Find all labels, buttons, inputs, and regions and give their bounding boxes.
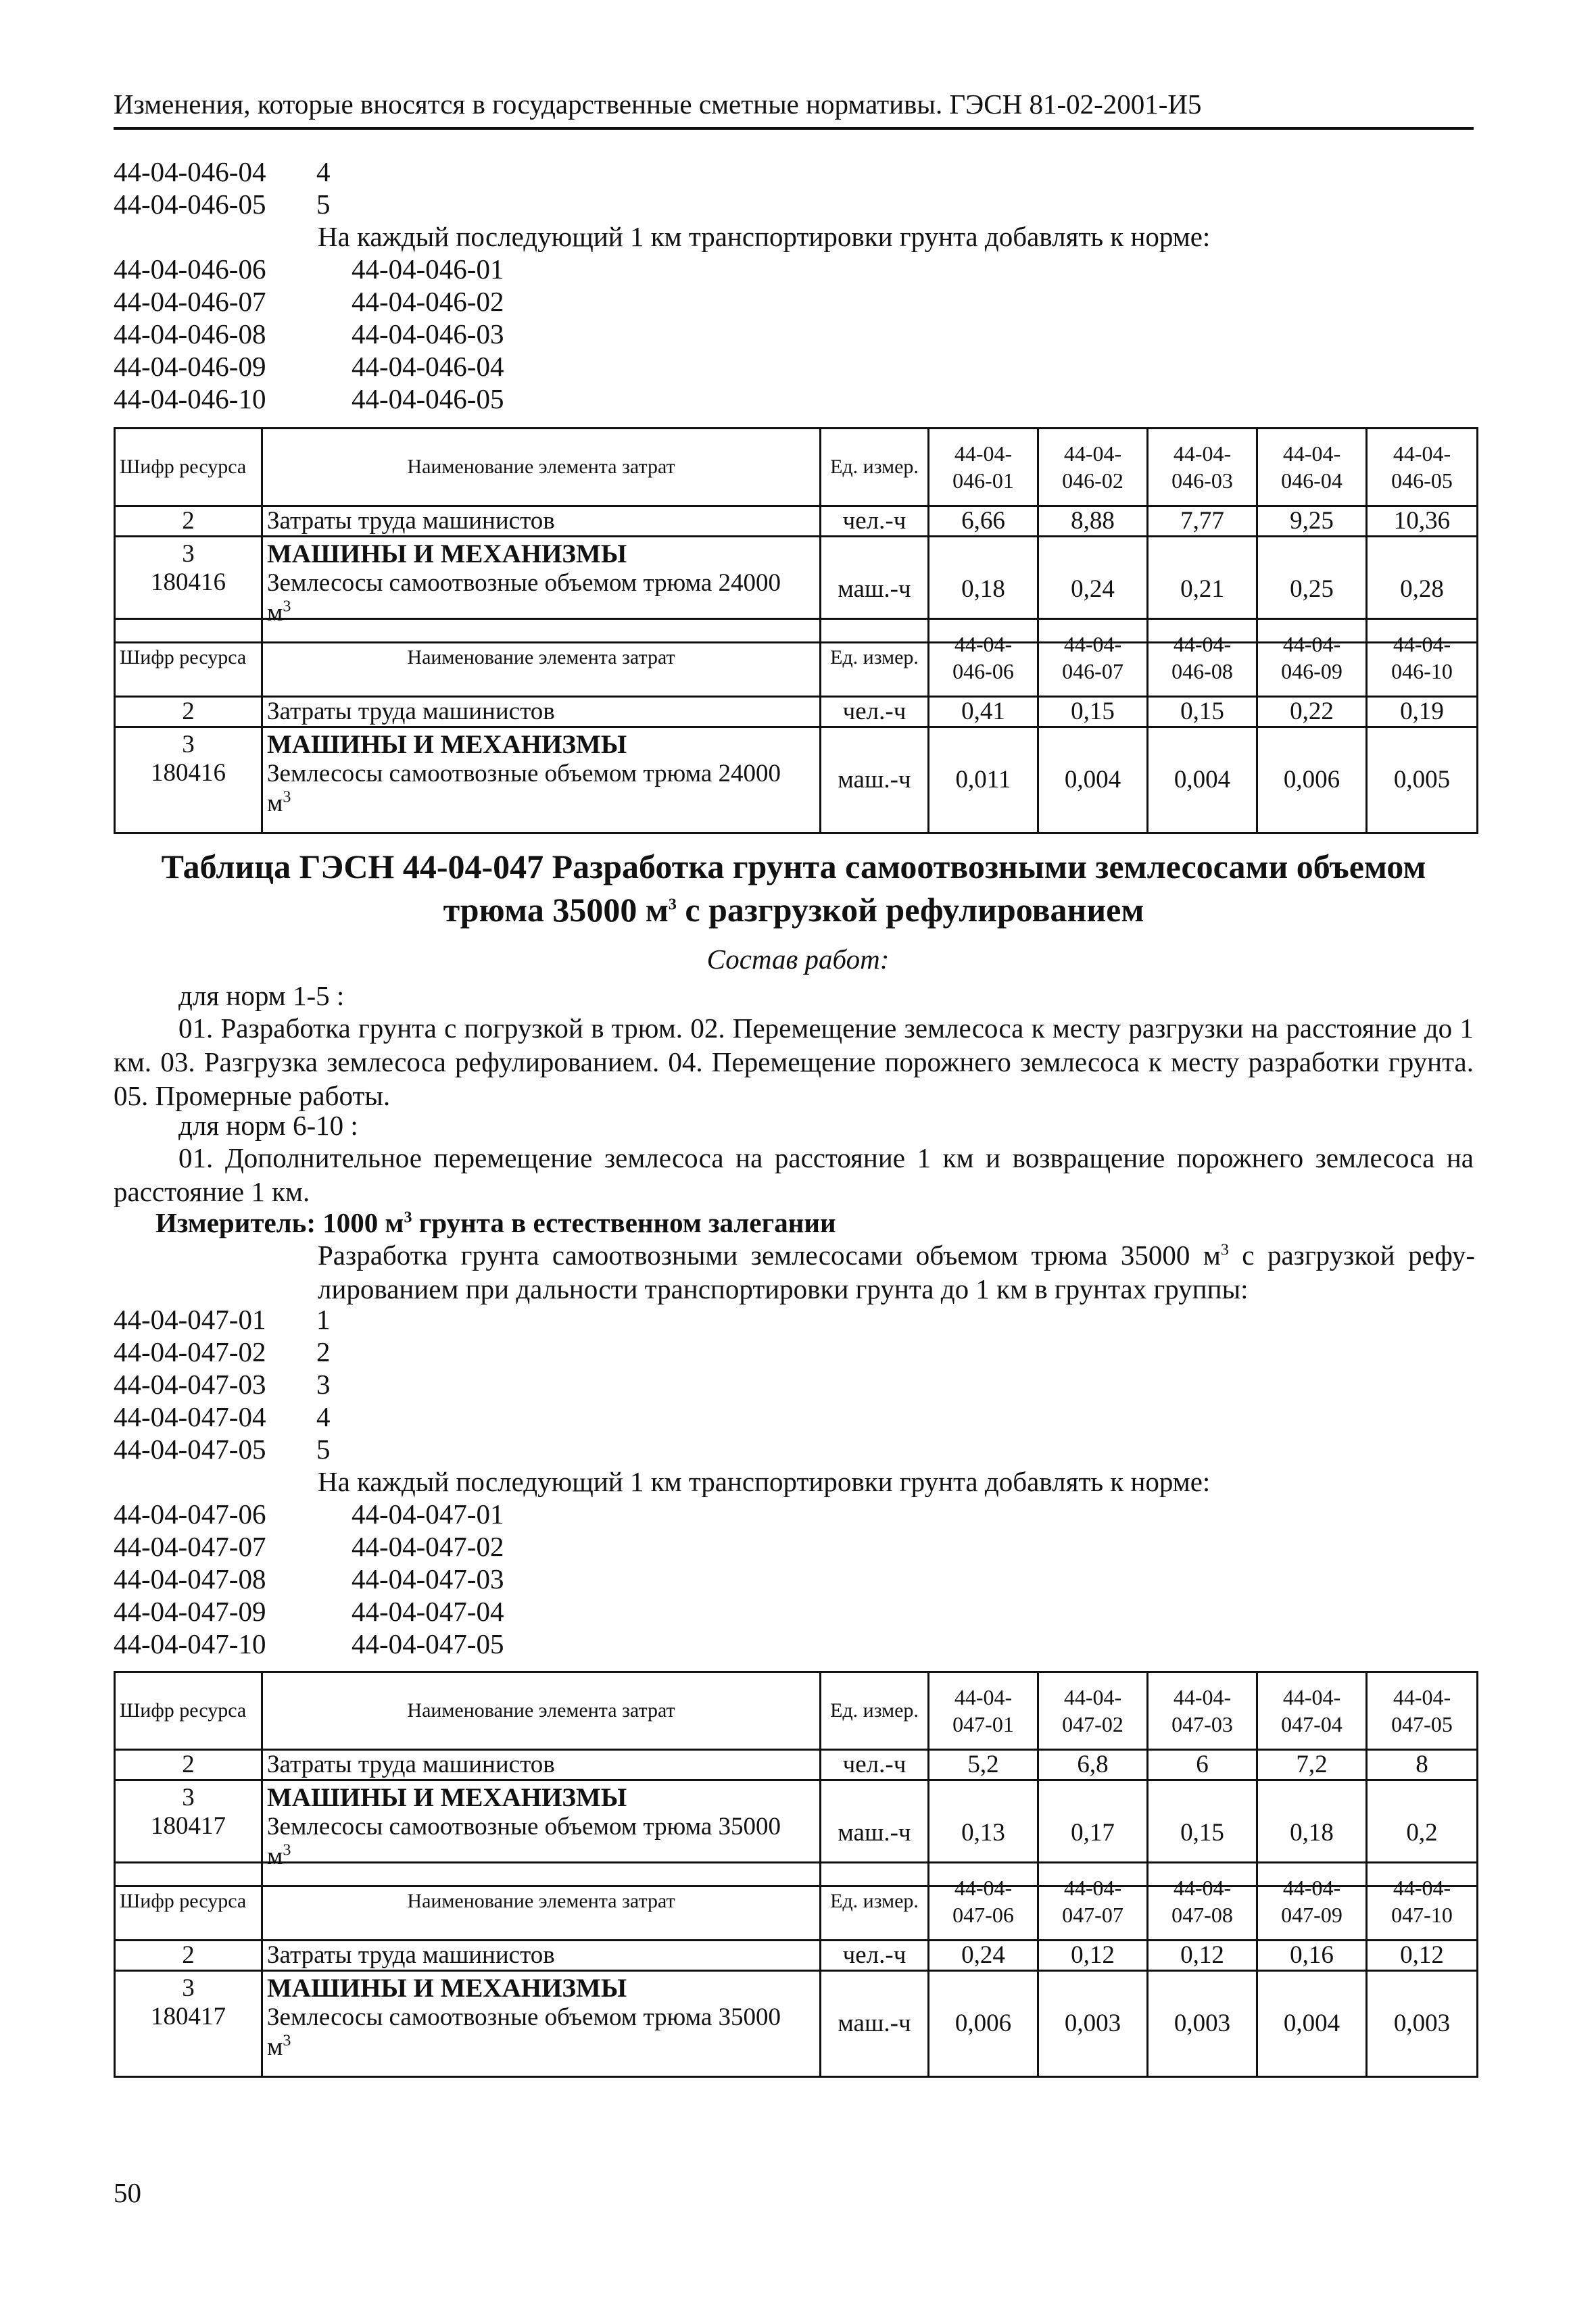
norm-code: 44-04-047-01 [114,1304,266,1335]
norm-value: 0,011 [929,727,1038,833]
table-header-row [115,1672,1478,1750]
column-header-unit: Ед. измер. [821,619,929,697]
norm-value: 0,15 [1038,697,1148,727]
column-header-name: Наименование элемента затрат [262,429,821,506]
list-item [114,1368,331,1400]
norm-value: 7,77 [1148,506,1257,537]
norm-code-top: 44-04- [1282,1685,1341,1709]
norm-code: 44-04-046-10 [114,383,266,414]
norm-code: 44-04-046-08 [114,318,266,349]
norm-value: 0,004 [1257,1971,1367,2077]
norm-list-047-part1 [114,1303,331,1465]
column-header-unit: Ед. измер. [821,1672,929,1750]
norm-code-bottom: 047-04 [1281,1712,1343,1736]
norm-code-top: 44-04- [1393,1685,1451,1709]
norm-value: 0,003 [1148,1971,1257,2077]
norm-value: 44-04-047-01 [352,1498,504,1530]
norm-value: 5,2 [929,1750,1038,1780]
column-header-norm [1367,1863,1478,1941]
norm-value: 9,25 [1257,506,1367,537]
column-header-norm [1038,429,1148,506]
norm-value: 0,18 [1257,1780,1367,1886]
norm-value: 6 [1148,1750,1257,1780]
column-header-name: Наименование элемента затрат [262,619,821,697]
add-per-km-note: На каждый последующий 1 км транспортировки грунта добавлять к норме: [318,221,1211,252]
machine-code: 180417 [151,1812,226,1840]
column-header-norm [929,1672,1038,1750]
resource-name: Затраты труда машинистов [262,697,821,727]
norm-code-top: 44-04- [1393,441,1451,466]
section-code: 3 [182,1974,195,2002]
table-row-labor [115,1941,1478,1971]
column-header-norm [1367,429,1478,506]
norm-value: 0,24 [929,1941,1038,1971]
norm-code-bottom: 047-05 [1391,1712,1453,1736]
table-row-labor [115,1750,1478,1780]
norm-value: 3 [316,1369,331,1400]
norm-value: 0,003 [1038,1971,1148,2077]
table-header-row [115,1863,1478,1941]
norm-value: 0,15 [1148,697,1257,727]
resource-unit: маш.-ч [821,1780,929,1886]
section-code: 3 [182,731,195,758]
column-header-norm [1038,1863,1148,1941]
resource-unit: маш.-ч [821,727,929,833]
norm-value: 0,17 [1038,1780,1148,1886]
norm-code-top: 44-04- [1173,1876,1232,1900]
norm-code-bottom: 047-10 [1391,1903,1453,1927]
resource-name: Затраты труда машинистов [262,506,821,537]
norm-code-bottom: 046-08 [1171,659,1233,683]
norm-code-top: 44-04- [1063,441,1122,466]
column-header-norm [1257,1863,1367,1941]
resource-table-046-06-10 [114,618,1478,834]
section-title: МАШИНЫ И МЕХАНИЗМЫ [267,1783,627,1812]
norm-value: 0,28 [1367,537,1478,643]
table-row-machine [115,727,1478,833]
list-item [114,155,331,188]
norm-value: 44-04-047-05 [352,1628,504,1659]
norm-code-bottom: 046-10 [1391,659,1453,683]
norm-code-top: 44-04- [1282,441,1341,466]
column-header-norm [1367,619,1478,697]
norm-value: 0,18 [929,537,1038,643]
machine-code: 180417 [151,2003,226,2030]
resource-name-cell [262,1971,821,2077]
section-code: 3 [182,540,195,568]
norm-code-bottom: 046-07 [1062,659,1123,683]
list-item [114,350,504,383]
norm-code-top: 44-04- [1173,1685,1232,1709]
norm-code: 44-04-046-05 [114,189,266,220]
norm-value: 7,2 [1257,1750,1367,1780]
norm-value: 6,8 [1038,1750,1148,1780]
norm-value: 6,66 [929,506,1038,537]
meter-value: 1000 $м^3$ грунта в естественном залегании [322,1207,836,1238]
resource-unit: маш.-ч [821,1971,929,2077]
norms-1-5-label: для норм 1-5 : [178,980,345,1011]
norm-value: 1 [316,1304,331,1335]
norm-value: 0,005 [1367,727,1478,833]
norm-code: 44-04-047-08 [114,1563,266,1594]
resource-unit: чел.-ч [821,1941,929,1971]
page-number: 50 [114,2177,141,2208]
norm-value: 0,13 [929,1780,1038,1886]
list-item [114,1498,504,1530]
list-item [114,188,331,220]
norm-code: 44-04-046-07 [114,286,266,317]
norm-code: 44-04-047-04 [114,1401,266,1432]
norm-value: 0,21 [1148,537,1257,643]
norm-value: 0,12 [1367,1941,1478,1971]
norm-value: 0,24 [1038,537,1148,643]
norm-code-bottom: 047-08 [1171,1903,1233,1927]
norm-value: 4 [316,156,331,187]
norm-code: 44-04-047-02 [114,1336,266,1367]
machine-name: Землесосы самоотвозные объемом трюма 35000 $м^3$ [267,2003,781,2061]
resource-code-cell [115,727,262,833]
norm-value: 44-04-047-04 [352,1596,504,1627]
norm-value: 0,15 [1148,1780,1257,1886]
norm-value: 4 [316,1401,331,1432]
list-item [114,1628,504,1660]
norm-value: 0,12 [1038,1941,1148,1971]
column-header-norm [1038,619,1148,697]
norm-code-top: 44-04- [1282,1876,1341,1900]
norm-code: 44-04-046-09 [114,351,266,382]
list-item [114,1336,331,1368]
norm-code: 44-04-046-06 [114,253,266,285]
column-header-unit: Ед. измер. [821,429,929,506]
column-header-code: Шифр ресурса [115,429,262,506]
column-header-norm [1148,429,1257,506]
add-per-km-note: На каждый последующий 1 км транспортировки грунта добавлять к норме: [318,1466,1211,1497]
list-item [114,1303,331,1336]
resource-code: 2 [115,506,262,537]
resource-unit: чел.-ч [821,1750,929,1780]
machine-code: 180416 [151,568,226,596]
norm-code-top: 44-04- [954,1876,1013,1900]
norm-list-047-part2 [114,1498,504,1660]
norm-value: 0,006 [1257,727,1367,833]
norm-value: 5 [316,189,331,220]
norm-code: 44-04-047-09 [114,1596,266,1627]
norm-value: 0,004 [1148,727,1257,833]
norm-code-top: 44-04- [1282,632,1341,656]
norms-6-10-label: для норм 6-10 : [178,1110,358,1141]
column-header-norm [1257,429,1367,506]
norm-code-bottom: 046-02 [1062,468,1123,493]
norm-code-top: 44-04- [1063,1685,1122,1709]
norm-code-bottom: 047-07 [1062,1903,1123,1927]
column-header-norm [1257,619,1367,697]
norm-value: 0,22 [1257,697,1367,727]
column-header-name: Наименование элемента затрат [262,1863,821,1941]
norm-value: 8 [1367,1750,1478,1780]
norm-code-top: 44-04- [954,1685,1013,1709]
norm-value: 0,12 [1148,1941,1257,1971]
column-header-norm [1257,1672,1367,1750]
column-header-norm [1148,1863,1257,1941]
norm-code: 44-04-047-03 [114,1369,266,1400]
norm-value: 44-04-046-03 [352,318,504,349]
resource-code-cell [115,1971,262,2077]
norm-code-bottom: 047-09 [1281,1903,1343,1927]
resource-name: Затраты труда машинистов [262,1941,821,1971]
meter-label: Измеритель: [155,1207,316,1238]
resource-code: 2 [115,1750,262,1780]
norm-value: 0,006 [929,1971,1038,2077]
list-item [114,1400,331,1433]
column-header-norm [1038,1672,1148,1750]
norm-value: 44-04-047-03 [352,1563,504,1594]
norm-list-046-part1 [114,155,331,220]
norm-value: 8,88 [1038,506,1148,537]
column-header-name: Наименование элемента затрат [262,1672,821,1750]
norm-description: Разработка грунта самоотвозными землесосами объемом трюма 35000 $м^3$ с разгрузкой рефу-лированием при дальности транспортировки грунта до 1 км в грунтах группы: [318,1240,1475,1305]
section-title: МАШИНЫ И МЕХАНИЗМЫ [267,1974,627,2003]
work-composition-heading: Состав работ: [706,944,890,975]
norms-6-10-text: 01. Дополнительное перемещение землесоса на расстояние 1 км и возвращение порожнего землесоса на расстояние 1 км. [114,1142,1474,1207]
machine-code: 180416 [151,759,226,787]
list-item [114,1530,504,1563]
norm-list-046-part2 [114,253,504,415]
machine-name: Землесосы самоотвозные объемом трюма 35000 $м^3$ [267,1813,781,1870]
resource-code: 2 [115,1941,262,1971]
norm-code: 44-04-046-04 [114,156,266,187]
table-row-labor [115,506,1478,537]
norm-value: 44-04-046-02 [352,286,504,317]
column-header-norm [929,1863,1038,1941]
resource-code: 2 [115,697,262,727]
list-item [114,383,504,415]
machine-name: Землесосы самоотвозные объемом трюма 24000 $м^3$ [267,569,781,627]
title-line-1: Таблица ГЭСН 44-04-047 Разработка грунта самоотвозными землесосами объемом [161,848,1426,885]
list-item [114,285,504,318]
norm-code-top: 44-04- [1173,441,1232,466]
norm-value: 2 [316,1336,331,1367]
resource-table-047-01-05 [114,1671,1478,1887]
title-line-2: трюма 35000 $м^3$ с разгрузкой рефулированием [443,891,1144,929]
norm-value: 0,25 [1257,537,1367,643]
list-item [114,1433,331,1465]
section-code: 3 [182,1784,195,1811]
norm-value: 0,003 [1367,1971,1478,2077]
column-header-norm [1148,1672,1257,1750]
norm-code: 44-04-047-10 [114,1628,266,1659]
page-header: Изменения, которые вносятся в государственные сметные нормативы. ГЭСН 81-02-2001-И5 [114,87,1474,130]
column-header-code: Шифр ресурса [115,1863,262,1941]
resource-name-cell [262,727,821,833]
section-title [114,845,1474,931]
column-header-code: Шифр ресурса [115,619,262,697]
norm-code-bottom: 046-04 [1281,468,1343,493]
norm-code: 44-04-047-05 [114,1434,266,1465]
meter-line [155,1206,1474,1240]
resource-name: Затраты труда машинистов [262,1750,821,1780]
norm-value: 0,16 [1257,1941,1367,1971]
norm-code-bottom: 046-06 [952,659,1014,683]
norm-value: 44-04-047-02 [352,1531,504,1562]
table-header-row [115,619,1478,697]
norm-code-bottom: 047-03 [1171,1712,1233,1736]
section-title: МАШИНЫ И МЕХАНИЗМЫ [267,730,627,759]
norm-value: 44-04-046-05 [352,383,504,414]
norm-code-top: 44-04- [1393,1876,1451,1900]
resource-unit: маш.-ч [821,537,929,643]
column-header-unit: Ед. измер. [821,1863,929,1941]
norm-code-top: 44-04- [954,441,1013,466]
norm-value: 44-04-046-01 [352,253,504,285]
norm-code: 44-04-047-07 [114,1531,266,1562]
norm-code-bottom: 046-09 [1281,659,1343,683]
machine-name: Землесосы самоотвозные объемом трюма 24000 $м^3$ [267,760,781,817]
resource-unit: чел.-ч [821,506,929,537]
norm-code-top: 44-04- [1393,632,1451,656]
norm-value: 0,004 [1038,727,1148,833]
norm-value: 0,41 [929,697,1038,727]
column-header-code: Шифр ресурса [115,1672,262,1750]
list-item [114,1563,504,1595]
norm-code-bottom: 046-03 [1171,468,1233,493]
resource-table-046-01-05 [114,427,1478,643]
norms-1-5-text: 01. Разработка грунта с погрузкой в трюм. 02. Перемещение землесоса к месту разгрузки на расстояние до 1 км. 03. Разгрузка землесоса рефулированием. 04. Перемещение порожнего землесоса к месту разработки грунта. 05. Промерные работы. [114,1013,1474,1111]
norm-code-top: 44-04- [1173,632,1232,656]
norm-value: 0,19 [1367,697,1478,727]
column-header-norm [929,429,1038,506]
norm-value: 5 [316,1434,331,1465]
norm-code-top: 44-04- [1063,1876,1122,1900]
table-row-machine [115,1971,1478,2077]
norm-code-top: 44-04- [954,632,1013,656]
norm-value: 10,36 [1367,506,1478,537]
list-item [114,318,504,350]
section-title: МАШИНЫ И МЕХАНИЗМЫ [267,539,627,568]
norm-code-top: 44-04- [1063,632,1122,656]
list-item [114,253,504,285]
norm-value: 44-04-046-04 [352,351,504,382]
norm-code-bottom: 046-05 [1391,468,1453,493]
resource-unit: чел.-ч [821,697,929,727]
norm-code-bottom: 047-01 [952,1712,1014,1736]
resource-table-047-06-10 [114,1861,1478,2078]
table-row-labor [115,697,1478,727]
norm-code-bottom: 047-02 [1062,1712,1123,1736]
column-header-norm [1148,619,1257,697]
column-header-norm [1367,1672,1478,1750]
norm-code-bottom: 047-06 [952,1903,1014,1927]
table-header-row [115,429,1478,506]
column-header-norm [929,619,1038,697]
norm-code-bottom: 046-01 [952,468,1014,493]
norm-code: 44-04-047-06 [114,1498,266,1530]
list-item [114,1595,504,1628]
norm-value: 0,2 [1367,1780,1478,1886]
